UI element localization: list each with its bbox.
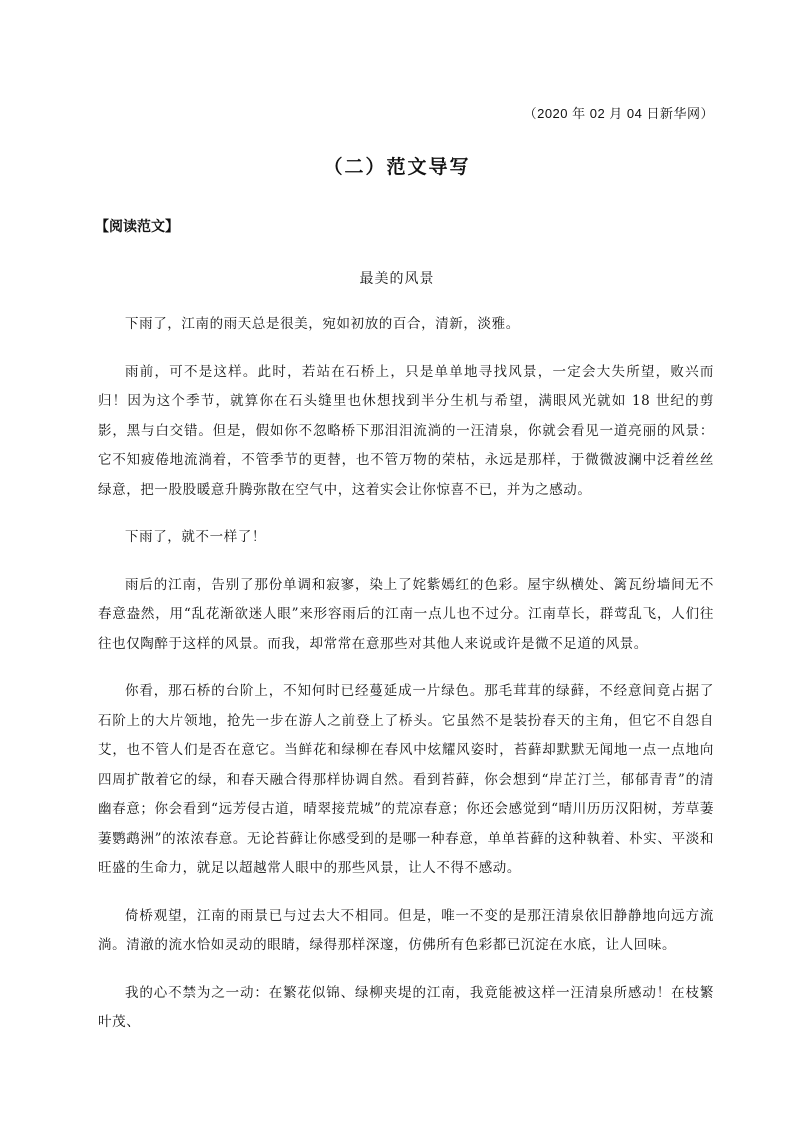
essay-paragraph-6: 倚桥观望，江南的雨景已与过去大不相同。但是，唯一不变的是那汪清泉依旧静静地向远方流淌。清澈的流水恰如灵动的眼睛，绿得那样深邃，仿佛所有色彩都已沉淀在水底，让人回味。 [98, 907, 714, 953]
section-title: （二）范文导写 [323, 156, 471, 178]
source-citation: （2020 年 02 月 04 日新华网） [523, 106, 714, 121]
essay-title: 最美的风景 [359, 271, 435, 287]
essay-paragraph-5: 你看，那石桥的台阶上，不知何时已经蔓延成一片绿色。那毛茸茸的绿藓，不经意间竟占据了石阶上的大片领地，抢先一步在游人之前登上了桥头。它虽然不是装扮春天的主角，但它不自怨自艾，也不管人们是否在意它。当鲜花和绿柳在春风中炫耀风姿时，苔藓却默默无闻地一点一点地向四周扩散着它的绿，和春天融合得那样协调自然。看到苔藓，你会想到“岸芷汀兰，郁郁青青”的清幽春意；你会看到“远芳侵古道，晴翠接荒城”的荒凉春意；你还会感觉到“晴川历历汉阳树，芳草萋萋鹦鹉洲”的浓浓春意。无论苔藓让你感受到的是哪一种春意，单单苔藓的这种執着、朴实、平淡和旺盛的生命力，就足以超越常人眼中的那些风景，让人不得不感动。 [98, 683, 714, 876]
essay-paragraph-4: 雨后的江南，告别了那份单调和寂寥，染上了姹紫嫣红的色彩。屋宇纵横处、篱瓦纷墙间无不春意盎然，用“乱花渐欲迷人眼”来形容雨后的江南一点儿也不过分。江南草长，群莺乱飞，人们往往也仅陶醉于这样的风景。而我，却常常在意那些对其他人来说或许是微不足道的风景。 [98, 576, 714, 652]
subsection-label: 【阅读范文】 [95, 219, 179, 235]
essay-body [98, 310, 714, 1056]
essay-paragraph-7: 我的心不禁为之一动：在繁花似锦、绿柳夹堤的江南，我竟能被这样一汪清泉所感动！在枝繁叶茂、 [98, 984, 714, 1030]
essay-paragraph-1: 下雨了，江南的雨天总是很美，宛如初放的百合，清新，淡雅。 [125, 316, 520, 332]
essay-paragraph-3: 下雨了，就不一样了！ [125, 529, 266, 545]
essay-paragraph-2: 雨前，可不是这样。此时，若站在石桥上，只是单单地寻找风景，一定会大失所望，败兴而归！因为这个季节，就算你在石头缝里也休想找到半分生机与希望，满眼风光就如 18 世纪的剪影，黑与白交错。但是，假如你不忽略桥下那泪泪流淌的一汪清泉，你就会看见一道亮丽的风景：它不知疲倦地流淌着，不管季节的更替，也不管万物的荣枯，永远是那样，于微微波澜中泛着丝丝绿意，把一股股暖意升腾弥散在空气中，这着实会让你惊喜不已，并为之感动。 [98, 363, 714, 498]
